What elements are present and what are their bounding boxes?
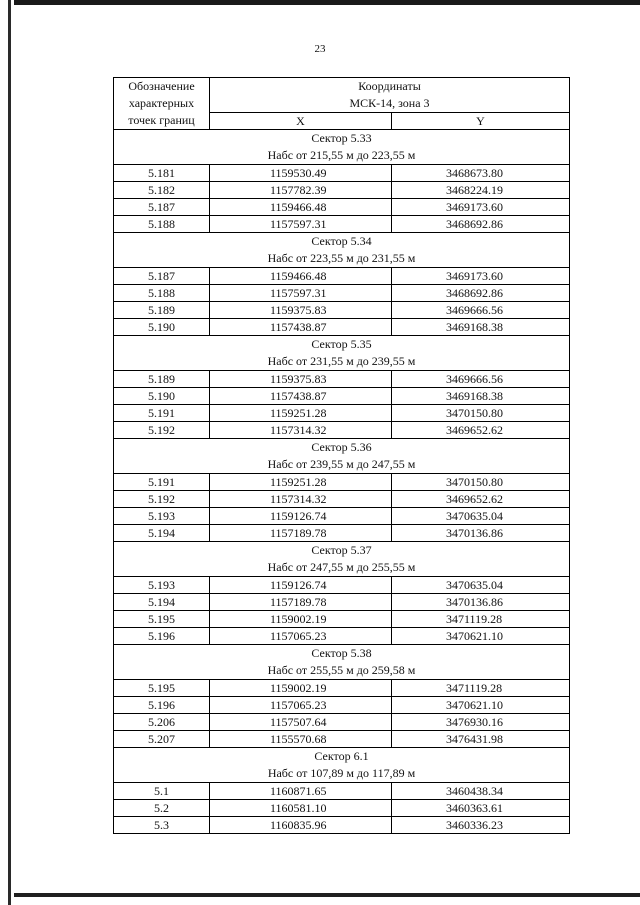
x-coordinate-cell: 1157597.31: [210, 285, 392, 302]
table-row: [114, 611, 570, 628]
point-cell: 5.181: [114, 165, 210, 182]
x-coordinate-cell: 1159002.19: [210, 680, 392, 697]
point-cell: 5.195: [114, 680, 210, 697]
y-coordinate-cell: 3468692.86: [392, 216, 570, 233]
y-coordinate-cell: 3460363.61: [392, 800, 570, 817]
sector-height-range: Набс от 239,55 м до 247,55 м: [267, 457, 416, 471]
coordinates-table: [113, 77, 570, 834]
y-coordinate-cell: 3468224.19: [392, 182, 570, 199]
table-row: [114, 525, 570, 542]
header-coordinates: [210, 78, 570, 113]
table-body: [114, 130, 570, 834]
sector-header-row: [114, 336, 570, 371]
table-row: [114, 508, 570, 525]
y-coordinate-cell: 3470136.86: [392, 594, 570, 611]
sector-title: Сектор 5.34: [311, 234, 372, 248]
scan-border-left: [8, 0, 11, 905]
y-coordinate-cell: 3469173.60: [392, 199, 570, 216]
y-coordinate-cell: 3469666.56: [392, 371, 570, 388]
x-coordinate-cell: 1159530.49: [210, 165, 392, 182]
sector-header-row: [114, 130, 570, 165]
y-coordinate-cell: 3469652.62: [392, 422, 570, 439]
sector-title: Сектор 5.35: [311, 337, 372, 351]
y-coordinate-cell: 3460438.34: [392, 783, 570, 800]
x-coordinate-cell: 1157438.87: [210, 319, 392, 336]
y-coordinate-cell: 3460336.23: [392, 817, 570, 834]
sector-title: Сектор 5.37: [311, 543, 372, 557]
sector-header: [114, 336, 570, 371]
sector-height-range: Набс от 223,55 м до 231,55 м: [267, 251, 416, 265]
point-cell: 5.187: [114, 268, 210, 285]
sector-header: [114, 542, 570, 577]
table-row: [114, 594, 570, 611]
table-row: [114, 628, 570, 645]
point-cell: 5.195: [114, 611, 210, 628]
point-cell: 5.192: [114, 491, 210, 508]
y-coordinate-cell: 3469173.60: [392, 268, 570, 285]
scan-border-bottom: [14, 893, 640, 897]
sector-title: Сектор 5.33: [311, 131, 372, 145]
table-row: [114, 182, 570, 199]
x-coordinate-cell: 1159466.48: [210, 268, 392, 285]
table-row: [114, 697, 570, 714]
x-coordinate-cell: 1159466.48: [210, 199, 392, 216]
table-row: [114, 474, 570, 491]
point-cell: 5.3: [114, 817, 210, 834]
point-cell: 5.206: [114, 714, 210, 731]
table-row: [114, 714, 570, 731]
sector-header-row: [114, 233, 570, 268]
y-coordinate-cell: 3471119.28: [392, 611, 570, 628]
header-coordinate-system: МСК-14, зона 3: [349, 96, 430, 110]
x-coordinate-cell: 1159375.83: [210, 371, 392, 388]
sector-header: [114, 439, 570, 474]
y-coordinate-cell: 3470621.10: [392, 628, 570, 645]
point-cell: 5.191: [114, 405, 210, 422]
header-x: X: [210, 113, 392, 130]
table-row: [114, 577, 570, 594]
sector-height-range: Набс от 255,55 м до 259,58 м: [267, 663, 416, 677]
table-row: [114, 268, 570, 285]
x-coordinate-cell: 1159002.19: [210, 611, 392, 628]
point-cell: 5.193: [114, 508, 210, 525]
point-cell: 5.188: [114, 216, 210, 233]
table-row: [114, 216, 570, 233]
table-row: [114, 491, 570, 508]
sector-header-row: [114, 542, 570, 577]
y-coordinate-cell: 3469666.56: [392, 302, 570, 319]
x-coordinate-cell: 1159126.74: [210, 508, 392, 525]
y-coordinate-cell: 3476431.98: [392, 731, 570, 748]
x-coordinate-cell: 1155570.68: [210, 731, 392, 748]
sector-title: Сектор 5.38: [311, 646, 372, 660]
x-coordinate-cell: 1159375.83: [210, 302, 392, 319]
point-cell: 5.194: [114, 594, 210, 611]
point-cell: 5.207: [114, 731, 210, 748]
x-coordinate-cell: 1157507.64: [210, 714, 392, 731]
y-coordinate-cell: 3470150.80: [392, 474, 570, 491]
x-coordinate-cell: 1157597.31: [210, 216, 392, 233]
x-coordinate-cell: 1157314.32: [210, 422, 392, 439]
point-cell: 5.193: [114, 577, 210, 594]
y-coordinate-cell: 3468673.80: [392, 165, 570, 182]
table-row: [114, 388, 570, 405]
scan-border-top: [14, 0, 640, 5]
x-coordinate-cell: 1160835.96: [210, 817, 392, 834]
point-cell: 5.189: [114, 302, 210, 319]
sector-header-row: [114, 748, 570, 783]
x-coordinate-cell: 1157189.78: [210, 525, 392, 542]
table-row: [114, 680, 570, 697]
point-cell: 5.191: [114, 474, 210, 491]
y-coordinate-cell: 3470136.86: [392, 525, 570, 542]
table-row: [114, 817, 570, 834]
table-row: [114, 165, 570, 182]
table-row: [114, 731, 570, 748]
table-row: [114, 285, 570, 302]
y-coordinate-cell: 3469168.38: [392, 319, 570, 336]
x-coordinate-cell: 1159126.74: [210, 577, 392, 594]
table-row: [114, 405, 570, 422]
header-coordinates-label: Координаты: [358, 79, 421, 93]
table-row: [114, 422, 570, 439]
x-coordinate-cell: 1157189.78: [210, 594, 392, 611]
sector-header-row: [114, 439, 570, 474]
point-cell: 5.192: [114, 422, 210, 439]
y-coordinate-cell: 3470635.04: [392, 508, 570, 525]
sector-title: Сектор 5.36: [311, 440, 372, 454]
y-coordinate-cell: 3469168.38: [392, 388, 570, 405]
y-coordinate-cell: 3471119.28: [392, 680, 570, 697]
sector-height-range: Набс от 107,89 м до 117,89 м: [267, 766, 416, 780]
point-cell: 5.2: [114, 800, 210, 817]
table-row: [114, 800, 570, 817]
x-coordinate-cell: 1159251.28: [210, 405, 392, 422]
point-cell: 5.189: [114, 371, 210, 388]
x-coordinate-cell: 1160871.65: [210, 783, 392, 800]
x-coordinate-cell: 1157065.23: [210, 628, 392, 645]
point-cell: 5.194: [114, 525, 210, 542]
sector-title: Сектор 6.1: [314, 749, 369, 763]
y-coordinate-cell: 3470621.10: [392, 697, 570, 714]
table-row: [114, 371, 570, 388]
x-coordinate-cell: 1157782.39: [210, 182, 392, 199]
point-cell: 5.190: [114, 319, 210, 336]
table-header: [114, 78, 570, 130]
table-row: [114, 199, 570, 216]
sector-header: [114, 233, 570, 268]
page-number: 23: [314, 43, 326, 55]
header-point-designation: [114, 78, 210, 130]
sector-height-range: Набс от 231,55 м до 239,55 м: [267, 354, 416, 368]
sector-header: [114, 748, 570, 783]
point-cell: 5.182: [114, 182, 210, 199]
sector-header-row: [114, 645, 570, 680]
sector-height-range: Набс от 215,55 м до 223,55 м: [267, 148, 416, 162]
point-cell: 5.187: [114, 199, 210, 216]
y-coordinate-cell: 3470150.80: [392, 405, 570, 422]
point-cell: 5.196: [114, 628, 210, 645]
point-cell: 5.196: [114, 697, 210, 714]
x-coordinate-cell: 1157065.23: [210, 697, 392, 714]
x-coordinate-cell: 1159251.28: [210, 474, 392, 491]
x-coordinate-cell: 1157438.87: [210, 388, 392, 405]
header-y: Y: [392, 113, 570, 130]
table-row: [114, 302, 570, 319]
point-cell: 5.190: [114, 388, 210, 405]
sector-header: [114, 130, 570, 165]
sector-header: [114, 645, 570, 680]
point-cell: 5.1: [114, 783, 210, 800]
table-row: [114, 783, 570, 800]
x-coordinate-cell: 1157314.32: [210, 491, 392, 508]
y-coordinate-cell: 3476930.16: [392, 714, 570, 731]
point-cell: 5.188: [114, 285, 210, 302]
header-point-designation-text: Обозначение характерных точек границ: [128, 79, 195, 127]
y-coordinate-cell: 3470635.04: [392, 577, 570, 594]
y-coordinate-cell: 3468692.86: [392, 285, 570, 302]
y-coordinate-cell: 3469652.62: [392, 491, 570, 508]
x-coordinate-cell: 1160581.10: [210, 800, 392, 817]
table-row: [114, 319, 570, 336]
sector-height-range: Набс от 247,55 м до 255,55 м: [267, 560, 416, 574]
